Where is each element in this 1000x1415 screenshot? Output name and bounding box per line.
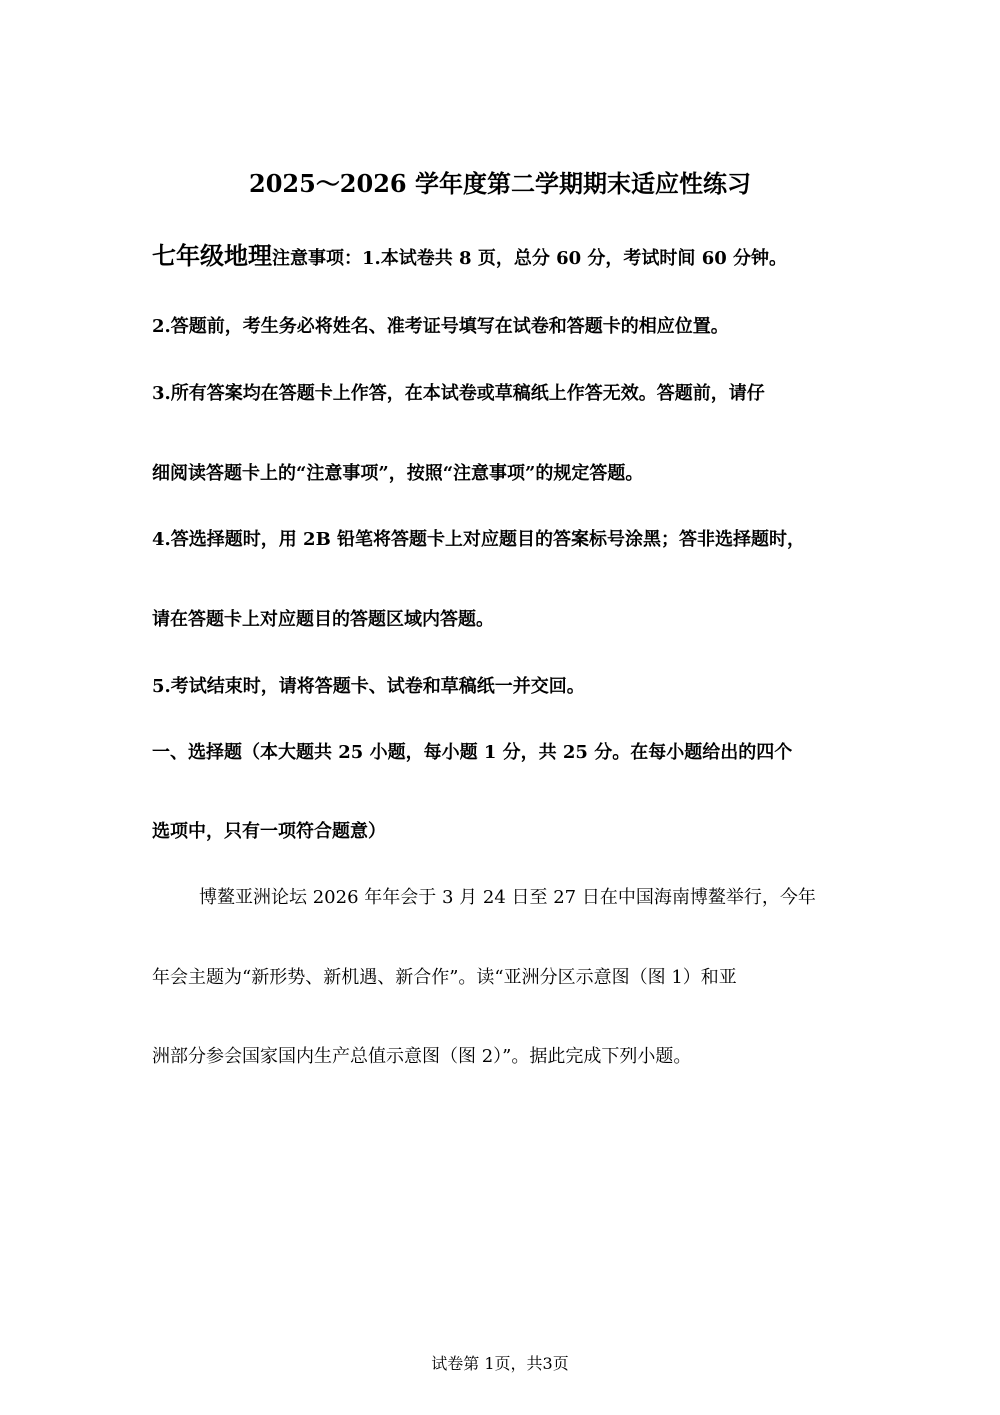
- notice-item-3: 3.所有答案均在答题卡上作答，在本试卷或草稿纸上作答无效。答题前，请仔: [152, 383, 765, 404]
- notice-item-3-cont: 细阅读答题卡上的“注意事项”，按照“注意事项”的规定答题。: [152, 463, 644, 484]
- header-line: [152, 244, 787, 268]
- notice-item-1: 注意事项：1.本试卷共 8 页，总分 60 分，考试时间 60 分钟。: [272, 248, 788, 269]
- notice-item-2: 2.答题前，考生务必将姓名、准考证号填写在试卷和答题卡的相应位置。: [152, 316, 729, 337]
- section-heading-cont: 选项中，只有一项符合题意）: [152, 821, 386, 842]
- exam-title: 2025～2026 学年度第二学期期末适应性练习: [249, 169, 751, 198]
- page-footer: 试卷第 1页，共3页: [431, 1354, 569, 1373]
- notice-item-5: 5.考试结束时，请将答题卡、试卷和草稿纸一并交回。: [152, 676, 585, 697]
- passage-line-3: 洲部分参会国家国内生产总值示意图（图 2）”。据此完成下列小题。: [152, 1046, 692, 1067]
- notice-item-4-cont: 请在答题卡上对应题目的答题区域内答题。: [152, 609, 494, 630]
- passage-line-2: 年会主题为“新形势、新机遇、新合作”。读“亚洲分区示意图（图 1）和亚: [152, 967, 737, 988]
- section-heading: 一、选择题（本大题共 25 小题，每小题 1 分，共 25 分。在每小题给出的四个: [152, 742, 793, 763]
- notice-item-4: 4.答选择题时，用 2B 铅笔将答题卡上对应题目的答案标号涂黑；答非选择题时，: [152, 529, 806, 550]
- passage-line-1: 博鳌亚洲论坛 2026 年年会于 3 月 24 日至 27 日在中国海南博鳌举行，今年: [199, 887, 816, 908]
- subject-label: 七年级地理: [152, 242, 272, 270]
